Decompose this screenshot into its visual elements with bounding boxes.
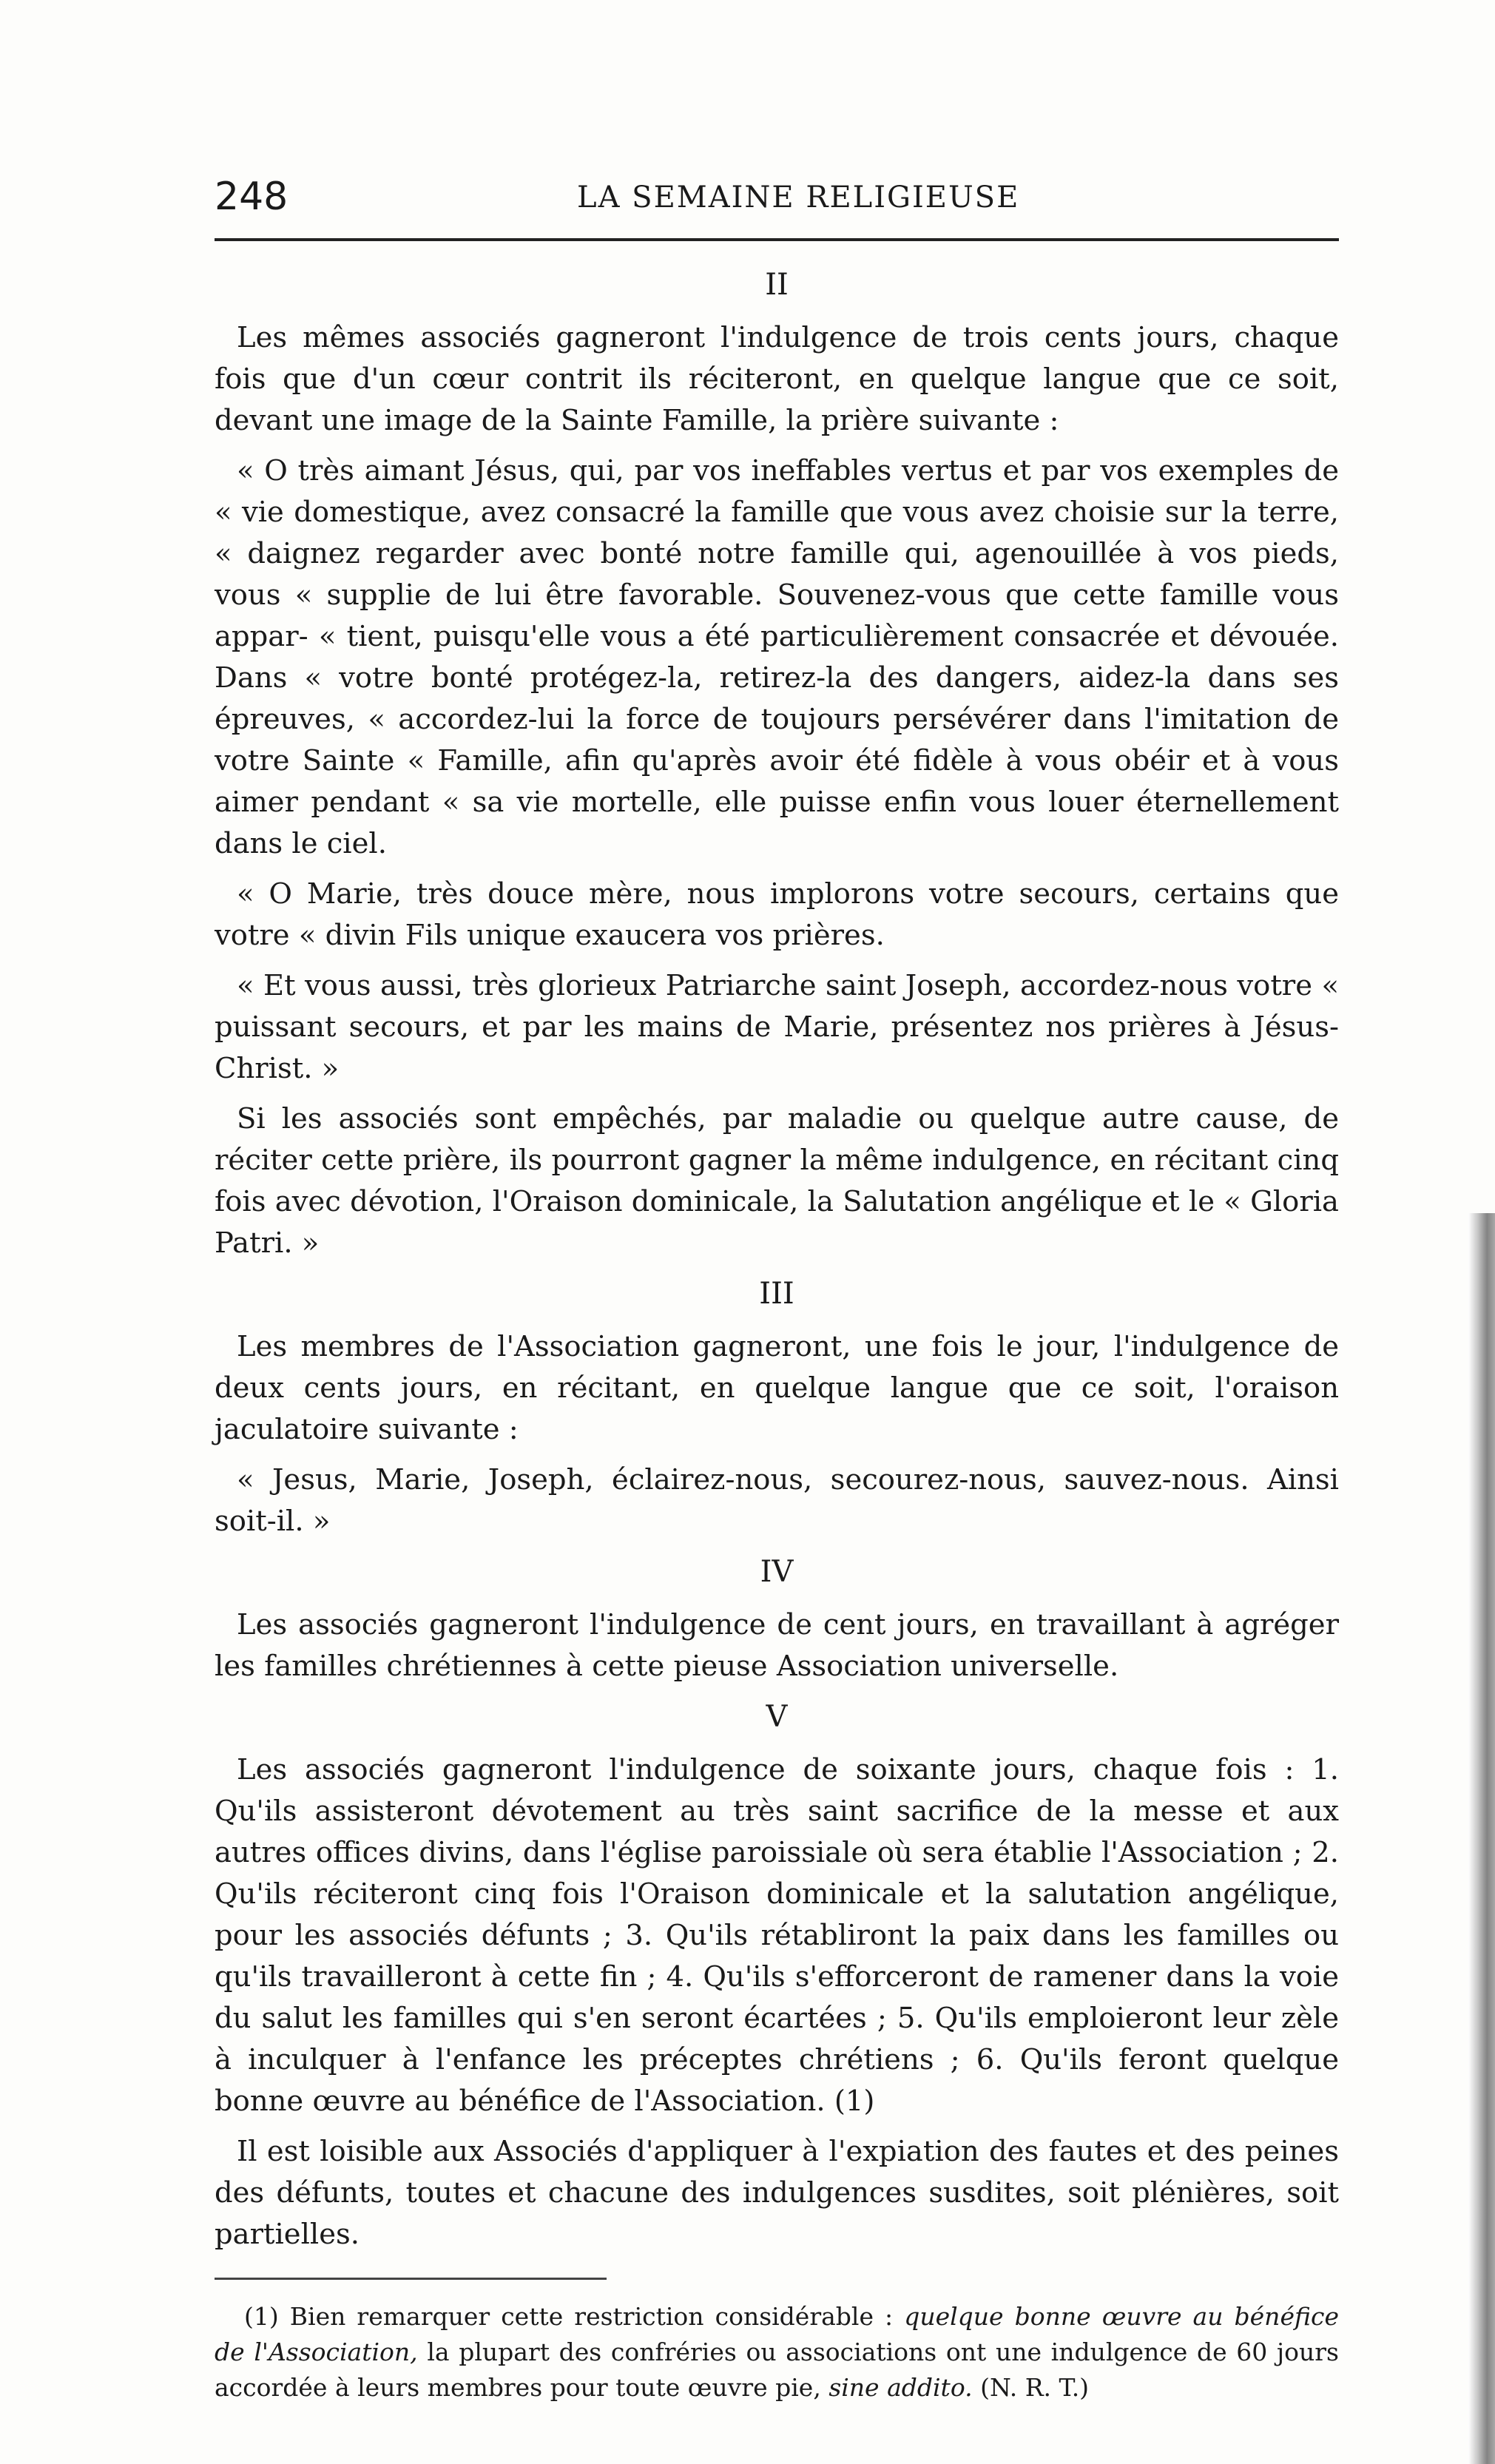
footnote-text: (1) Bien remarquer cette restriction considérable : [244,2302,905,2331]
header-rule [215,238,1339,241]
paragraph: Les associés gagneront l'indulgence de soixante jours, chaque fois : 1. Qu'ils assisteront dévotement au très saint sacrifice de la messe et aux autres offices divins, dans l'église paroissiale où sera établie l'Association ; 2. Qu'ils réciteront cinq fois l'Oraison dominicale et la salutation angélique, pour les associés défunts ; 3. Qu'ils rétabliront la paix dans les familles ou qu'ils travailleront à cette fin ; 4. Qu'ils s'efforceront de ramener dans la voie du salut les familles qui s'en seront écartées ; 5. Qu'ils emploieront leur zèle à inculquer à l'enfance les préceptes chrétiens ; 6. Qu'ils feront quelque bonne œuvre au bénéfice de l'Association. (1) [215,1753,1339,2118]
footnote-text: la plupart des confréries ou associations ont une indulgence de 60 jours accordée à leurs membres pour toute œuvre pie, [215,2338,1339,2402]
paragraph: Les associés gagneront l'indulgence de cent jours, en travaillant à agréger les familles chrétiennes à cette pieuse Association universelle. [215,1608,1339,1683]
paragraph: Il est loisible aux Associés d'appliquer à l'expiation des fautes et des peines des défunts, toutes et chacune des indulgences susdites, soit plénières, soit partielles. [215,2135,1339,2251]
paragraph: Les mêmes associés gagneront l'indulgence de trois cents jours, chaque fois que d'un cœur contrit ils réciteront, en quelque langue que ce soit, devant une image de la Sainte Famille, la prière suivante : [215,321,1339,437]
prayer-paragraph: « Et vous aussi, très glorieux Patriarche saint Joseph, accordez-nous votre « puissant secours, et par les mains de Marie, présentez nos prières à Jésus-Christ. » [215,969,1339,1085]
footnote-text: (N. R. T.) [972,2373,1090,2402]
paragraph: Si les associés sont empêchés, par maladie ou quelque autre cause, de réciter cette prière, ils pourront gagner la même indulgence, en récitant cinq fois avec dévotion, l'Oraison dominicale, la Salutation angélique et le « Gloria Patri. » [215,1102,1339,1260]
prayer-paragraph: « O Marie, très douce mère, nous implorons votre secours, certains que votre « divin Fils unique exaucera vos prières. [215,877,1339,952]
running-head [215,170,1339,222]
body-text [215,255,1339,2406]
footnote [215,2299,1339,2406]
footnote-italic: quelque bonne œuvre au bénéfice de l'Association, [215,2302,1339,2366]
journal-title: LA SEMAINE RELIGIEUSE [577,180,1020,215]
scan-edge-shadow [1468,1213,1495,2464]
footnote-italic: sine addito. [829,2373,973,2402]
section-heading: V [766,1700,788,1734]
page-number: 248 [215,175,288,219]
footnote-rule [215,2278,607,2280]
section-heading: III [759,1277,794,1311]
section-heading: II [765,268,789,302]
prayer-paragraph: « O très aimant Jésus, qui, par vos ineffables vertus et par vos exemples de « vie domestique, avez consacré la famille que vous avez choisie sur la terre, « daignez regarder avec bonté notre famille qui, agenouillée à vos pieds, vous « supplie de lui être favorable. Souvenez-vous que cette famille vous appar- « tient, puisqu'elle vous a été particulièrement consacrée et dévouée. Dans « votre bonté protégez-la, retirez-la des dangers, aidez-la dans ses épreuves, « accordez-lui la force de toujours persévérer dans l'imitation de votre Sainte « Famille, afin qu'après avoir été fidèle à vous obéir et à vous aimer pendant « sa vie mortelle, elle puisse enfin vous louer éternellement dans le ciel. [215,454,1339,860]
paragraph: Les membres de l'Association gagneront, une fois le jour, l'indulgence de deux cents jours, en récitant, en quelque langue que ce soit, l'oraison jaculatoire suivante : [215,1330,1339,1446]
prayer-paragraph: « Jesus, Marie, Joseph, éclairez-nous, secourez-nous, sauvez-nous. Ainsi soit-il. » [215,1463,1339,1538]
section-heading: IV [760,1555,794,1589]
